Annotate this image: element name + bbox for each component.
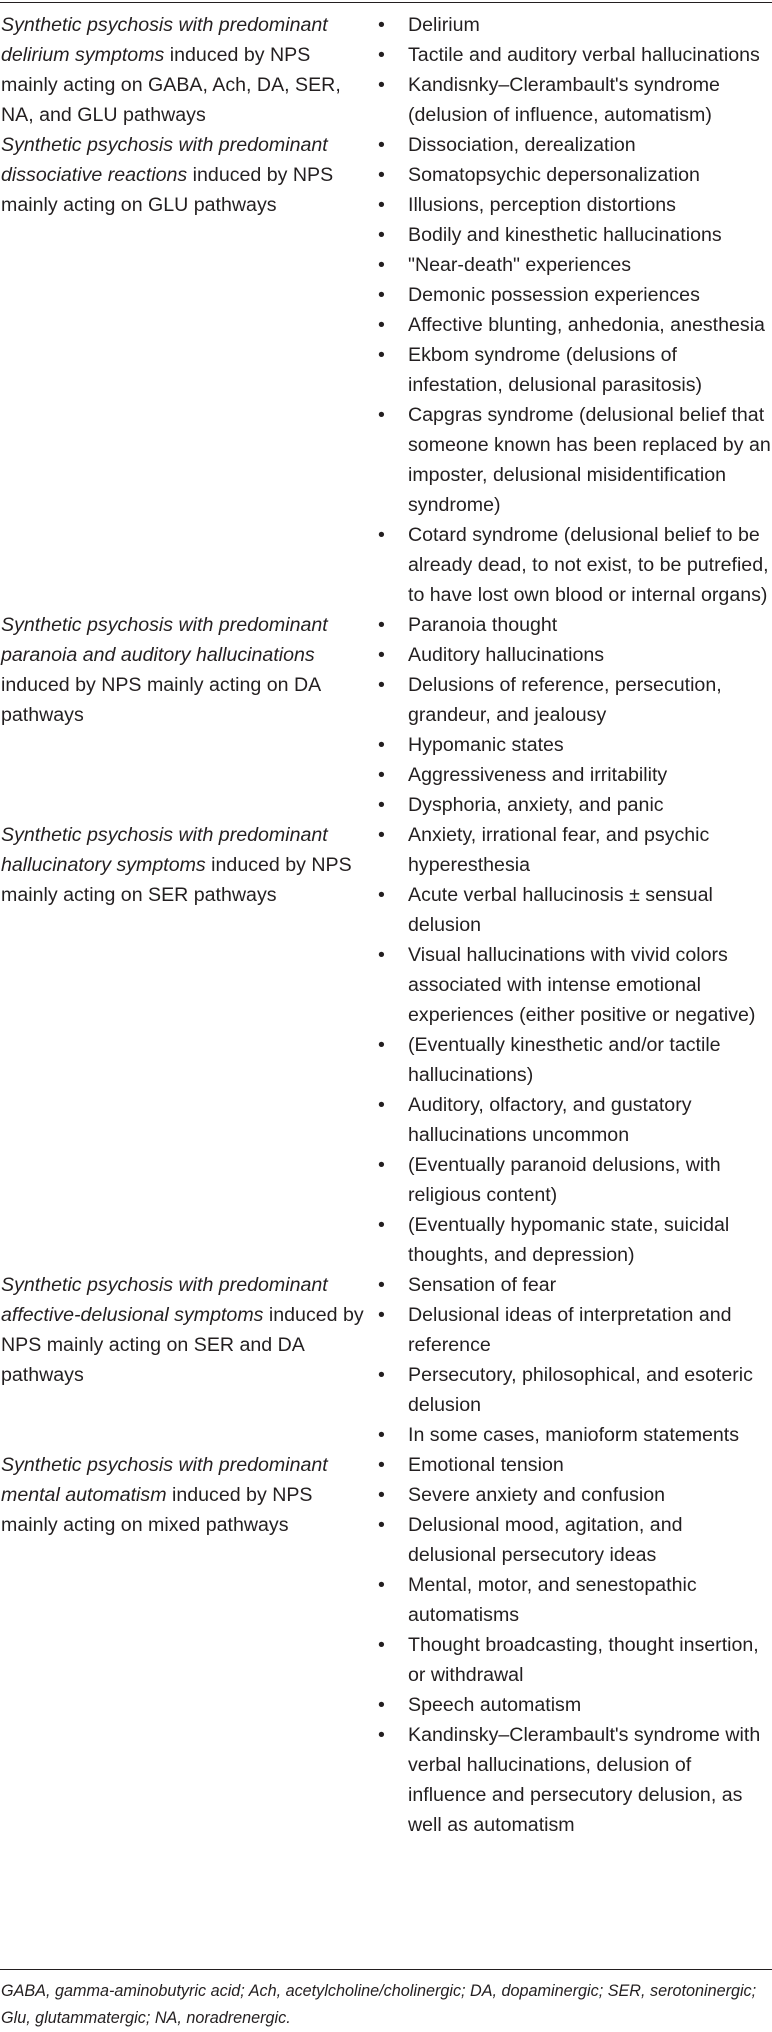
symptom-text: Demonic possession experiences — [408, 284, 700, 306]
psychosis-type-name: Synthetic psychosis with predominant affective-delusional symptoms — [1, 1274, 328, 1326]
symptoms-cell — [371, 130, 772, 610]
bullet-icon: • — [378, 314, 385, 336]
symptom-text: Auditory, olfactory, and gustatory hallucinations uncommon — [408, 1094, 692, 1146]
table-row — [0, 610, 772, 820]
bullet-icon: • — [378, 1154, 385, 1176]
symptom-list — [371, 1450, 772, 1840]
bullet-icon: • — [378, 344, 385, 366]
bullet-icon: • — [378, 1094, 385, 1116]
symptom-item — [371, 1300, 772, 1360]
psychosis-type-name: Synthetic psychosis with predominant hallucinatory symptoms — [1, 824, 328, 876]
symptom-text: (Eventually kinesthetic and/or tactile hallucinations) — [408, 1034, 721, 1086]
psychosis-type-mechanism: induced by NPS mainly acting on SER pathways — [1, 854, 352, 906]
symptom-item — [371, 250, 772, 280]
bullet-icon: • — [378, 1454, 385, 1476]
bullet-icon: • — [378, 1634, 385, 1656]
symptom-text: Bodily and kinesthetic hallucinations — [408, 224, 722, 246]
bullet-icon: • — [378, 164, 385, 186]
bullet-icon: • — [378, 1424, 385, 1446]
bullet-icon: • — [378, 944, 385, 966]
bullet-icon: • — [378, 1514, 385, 1536]
bullet-icon: • — [378, 1034, 385, 1056]
top-rule — [0, 2, 772, 3]
psychosis-type-name: Synthetic psychosis with predominant delirium symptoms — [1, 14, 328, 66]
bullet-icon: • — [378, 734, 385, 756]
symptom-text: Dysphoria, anxiety, and panic — [408, 794, 664, 816]
symptom-item — [371, 1720, 772, 1840]
psychosis-type-cell — [0, 1270, 371, 1450]
psychosis-type-mechanism: induced by NPS mainly acting on GLU pathways — [1, 164, 334, 216]
symptom-text: Dissociation, derealization — [408, 134, 636, 156]
table-row — [0, 1270, 772, 1450]
symptom-list — [371, 130, 772, 610]
symptom-text: Delusional ideas of interpretation and reference — [408, 1304, 732, 1356]
bullet-icon: • — [378, 1274, 385, 1296]
symptom-text: Ekbom syndrome (delusions of infestation, delusional parasitosis) — [408, 344, 703, 396]
bullet-icon: • — [378, 44, 385, 66]
bullet-icon: • — [378, 614, 385, 636]
table-footnote: GABA, gamma-aminobutyric acid; Ach, acetylcholine/cholinergic; DA, dopaminergic; SER, serotoninergic; Glu, glutammatergic; NA, noradrenergic. — [1, 1982, 757, 2027]
symptom-text: Anxiety, irrational fear, and psychic hyperesthesia — [408, 824, 710, 876]
symptom-text: Mental, motor, and senestopathic automatisms — [408, 1574, 697, 1626]
symptom-item — [371, 1090, 772, 1150]
symptoms-cell — [371, 1450, 772, 1840]
symptom-item — [371, 1630, 772, 1690]
bullet-icon: • — [378, 1304, 385, 1326]
bullet-icon: • — [378, 254, 385, 276]
psychosis-type-mechanism: induced by NPS mainly acting on SER and DA pathways — [1, 1304, 364, 1386]
bullet-icon: • — [378, 1364, 385, 1386]
symptom-text: Kandisnky–Clerambault's syndrome (delusion of influence, automatism) — [408, 74, 720, 126]
bullet-icon: • — [378, 764, 385, 786]
symptom-text: Tactile and auditory verbal hallucinations — [408, 44, 760, 66]
symptom-text: Delirium — [408, 14, 480, 36]
symptom-item — [371, 10, 772, 40]
bullet-icon: • — [378, 884, 385, 906]
symptom-text: Hypomanic states — [408, 734, 564, 756]
bullet-icon: • — [378, 824, 385, 846]
psychosis-type-name: Synthetic psychosis with predominant paranoia and auditory hallucinations — [1, 614, 328, 666]
symptom-text: Delusional mood, agitation, and delusional persecutory ideas — [408, 1514, 683, 1566]
bullet-icon: • — [378, 284, 385, 306]
symptoms-cell — [371, 10, 772, 130]
bottom-rule — [0, 1969, 772, 1970]
symptom-item — [371, 70, 772, 130]
bullet-icon: • — [378, 404, 385, 426]
symptoms-cell — [371, 610, 772, 820]
symptom-text: Speech automatism — [408, 1694, 582, 1716]
symptom-list — [371, 1270, 772, 1450]
symptom-item — [371, 610, 772, 640]
symptoms-cell — [371, 820, 772, 1270]
symptom-item — [371, 820, 772, 880]
symptom-item — [371, 1510, 772, 1570]
table-row — [0, 1450, 772, 1840]
symptom-item — [371, 400, 772, 520]
symptom-text: Illusions, perception distortions — [408, 194, 676, 216]
psychosis-type-cell — [0, 610, 371, 820]
symptom-item — [371, 1270, 772, 1300]
table-row — [0, 130, 772, 610]
psychosis-type-cell — [0, 130, 371, 610]
psychosis-type-mechanism: induced by NPS mainly acting on GABA, Ach, DA, SER, NA, and GLU pathways — [1, 44, 341, 126]
symptom-text: Visual hallucinations with vivid colors associated with intense emotional experiences (either positive or negative) — [408, 944, 756, 1026]
symptom-text: Sensation of fear — [408, 1274, 557, 1296]
bullet-icon: • — [378, 674, 385, 696]
symptom-item — [371, 1450, 772, 1480]
psychosis-type-mechanism: induced by NPS mainly acting on DA pathways — [1, 674, 321, 726]
symptom-item — [371, 1360, 772, 1420]
symptom-item — [371, 310, 772, 340]
symptom-list — [371, 610, 772, 820]
symptom-item — [371, 1570, 772, 1630]
symptom-text: In some cases, manioform statements — [408, 1424, 740, 1446]
symptom-text: Auditory hallucinations — [408, 644, 605, 666]
symptom-item — [371, 160, 772, 190]
bullet-icon: • — [378, 1214, 385, 1236]
psychosis-type-cell — [0, 820, 371, 1270]
psychosis-type-name: Synthetic psychosis with predominant dissociative reactions — [1, 134, 328, 186]
symptom-text: (Eventually paranoid delusions, with religious content) — [408, 1154, 721, 1206]
bullet-icon: • — [378, 14, 385, 36]
psychosis-type-mechanism: induced by NPS mainly acting on mixed pathways — [1, 1484, 313, 1536]
symptom-item — [371, 40, 772, 70]
table-row — [0, 10, 772, 130]
table-body — [0, 10, 772, 1840]
symptom-item — [371, 640, 772, 670]
table-row — [0, 820, 772, 1270]
symptom-item — [371, 670, 772, 730]
symptom-text: Paranoia thought — [408, 614, 558, 636]
symptom-text: Kandinsky–Clerambault's syndrome with verbal hallucinations, delusion of influence and persecutory delusion, as well as automatism — [408, 1724, 761, 1836]
bullet-icon: • — [378, 1694, 385, 1716]
symptom-text: "Near-death" experiences — [408, 254, 632, 276]
symptom-item — [371, 790, 772, 820]
bullet-icon: • — [378, 224, 385, 246]
symptom-item — [371, 1150, 772, 1210]
psychosis-type-name: Synthetic psychosis with predominant mental automatism — [1, 1454, 328, 1506]
symptom-text: Persecutory, philosophical, and esoteric delusion — [408, 1364, 753, 1416]
symptom-item — [371, 280, 772, 310]
bullet-icon: • — [378, 1574, 385, 1596]
symptom-item — [371, 1030, 772, 1090]
symptom-text: Severe anxiety and confusion — [408, 1484, 666, 1506]
symptom-item — [371, 730, 772, 760]
symptoms-cell — [371, 1270, 772, 1450]
symptom-text: Delusions of reference, persecution, grandeur, and jealousy — [408, 674, 722, 726]
bullet-icon: • — [378, 1724, 385, 1746]
symptom-text: Somatopsychic depersonalization — [408, 164, 700, 186]
symptom-text: Thought broadcasting, thought insertion, or withdrawal — [408, 1634, 759, 1686]
psychosis-type-cell — [0, 10, 371, 130]
symptom-item — [371, 1210, 772, 1270]
symptom-item — [371, 940, 772, 1030]
bullet-icon: • — [378, 644, 385, 666]
symptom-text: Emotional tension — [408, 1454, 564, 1476]
bullet-icon: • — [378, 794, 385, 816]
symptom-item — [371, 880, 772, 940]
symptom-text: Capgras syndrome (delusional belief that someone known has been replaced by an imposter, delusional misidentification syndrome) — [408, 404, 771, 516]
symptom-item — [371, 1420, 772, 1450]
symptom-text: Acute verbal hallucinosis ± sensual delusion — [408, 884, 713, 936]
symptom-text: (Eventually hypomanic state, suicidal thoughts, and depression) — [408, 1214, 730, 1266]
symptom-item — [371, 340, 772, 400]
symptom-item — [371, 760, 772, 790]
symptom-item — [371, 1480, 772, 1510]
psychosis-type-cell — [0, 1450, 371, 1840]
symptom-item — [371, 220, 772, 250]
symptom-item — [371, 1690, 772, 1720]
symptom-list — [371, 820, 772, 1270]
symptom-text: Affective blunting, anhedonia, anesthesia — [408, 314, 765, 336]
bullet-icon: • — [378, 74, 385, 96]
symptom-item — [371, 190, 772, 220]
symptom-text: Aggressiveness and irritability — [408, 764, 668, 786]
psychosis-table — [0, 10, 772, 1840]
symptom-item — [371, 520, 772, 610]
bullet-icon: • — [378, 134, 385, 156]
bullet-icon: • — [378, 1484, 385, 1506]
bullet-icon: • — [378, 194, 385, 216]
symptom-text: Cotard syndrome (delusional belief to be already dead, to not exist, to be putrefied, to have lost own blood or internal organs) — [408, 524, 769, 606]
symptom-list — [371, 10, 772, 130]
bullet-icon: • — [378, 524, 385, 546]
symptom-item — [371, 130, 772, 160]
